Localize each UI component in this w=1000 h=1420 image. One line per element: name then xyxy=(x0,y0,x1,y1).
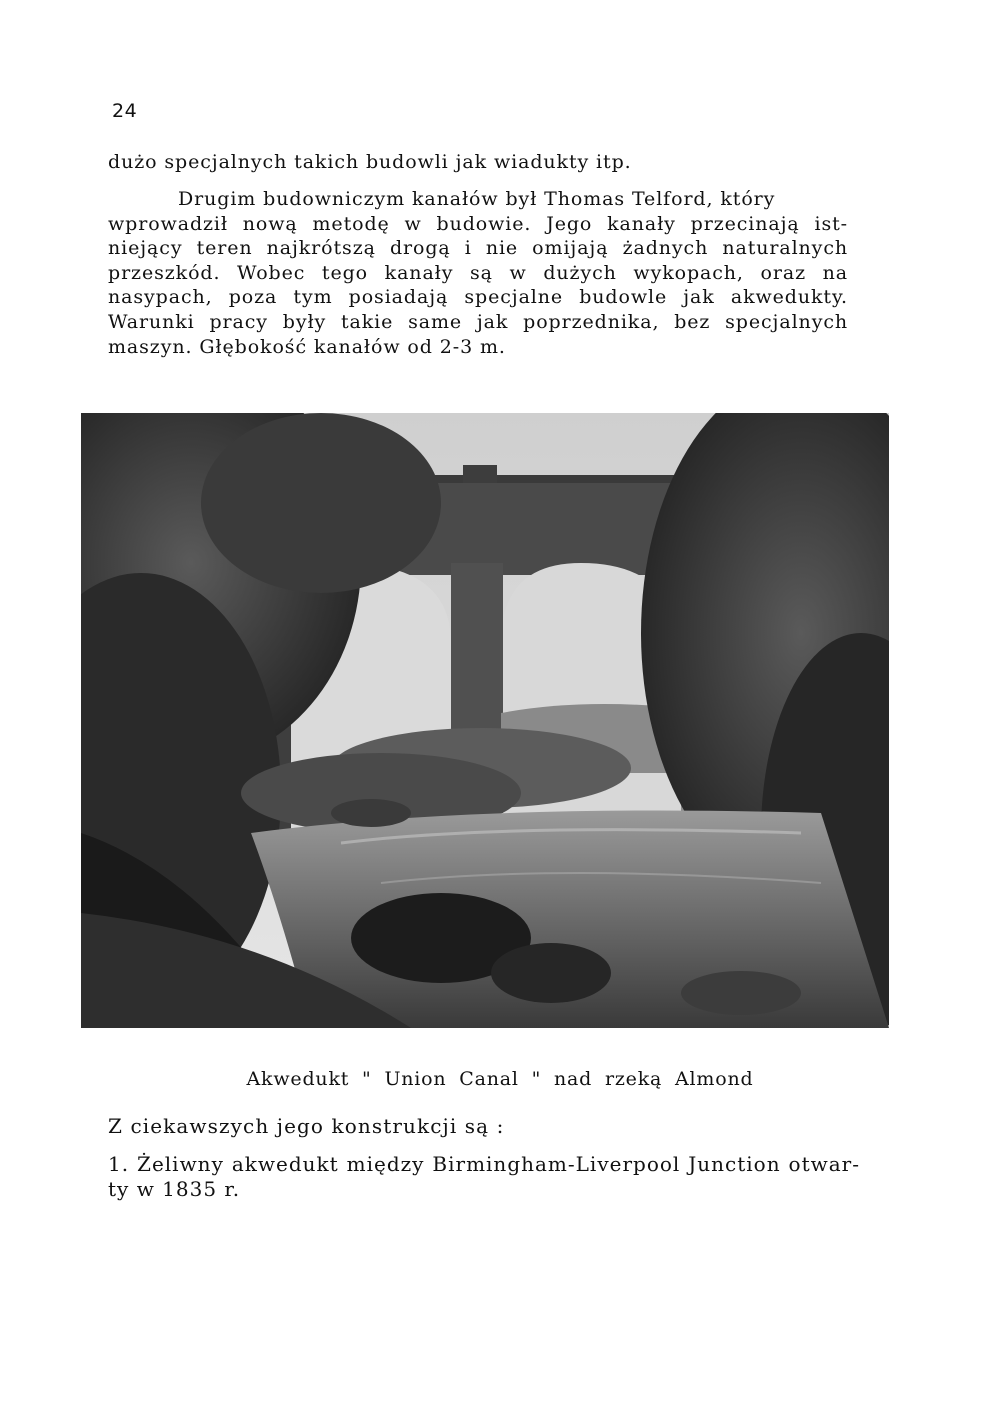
text-line: Drugim budowniczym kanałów był Thomas Telford, który xyxy=(178,188,776,210)
telford-paragraph xyxy=(108,187,848,359)
list-item xyxy=(108,1152,860,1201)
text-line: wprowadził nową metodę w budowie. Jego kanały przecinają ist- xyxy=(108,212,848,235)
text-line: ty w 1835 r. xyxy=(108,1176,241,1201)
page-number: 24 xyxy=(112,100,138,122)
figure-caption: Akwedukt " Union Canal " nad rzeką Almond xyxy=(246,1068,754,1090)
text-line: maszyn. Głębokość kanałów od 2-3 m. xyxy=(108,335,506,358)
text-line: Z ciekawszych jego konstrukcji są : xyxy=(108,1114,505,1138)
intro-line xyxy=(108,150,848,175)
text-line: dużo specjalnych takich budowli jak wiadukty itp. xyxy=(108,151,632,173)
text-line: nasypach, poza tym posiadają specjalne budowle jak akwedukty. xyxy=(108,286,848,309)
aqueduct-photo xyxy=(81,413,889,1028)
constructions-heading xyxy=(108,1114,848,1139)
text-line: przeszkód. Wobec tego kanały są w dużych wykopach, oraz na xyxy=(108,261,848,284)
text-line: 1. Żeliwny akwedukt między Birmingham-Liverpool Junction otwar- xyxy=(108,1152,860,1176)
text-line: Warunki pracy były takie same jak poprzednika, bez specjalnych xyxy=(108,310,848,333)
text-line: niejący teren najkrótszą drogą i nie omijają żadnych naturalnych xyxy=(108,237,848,260)
